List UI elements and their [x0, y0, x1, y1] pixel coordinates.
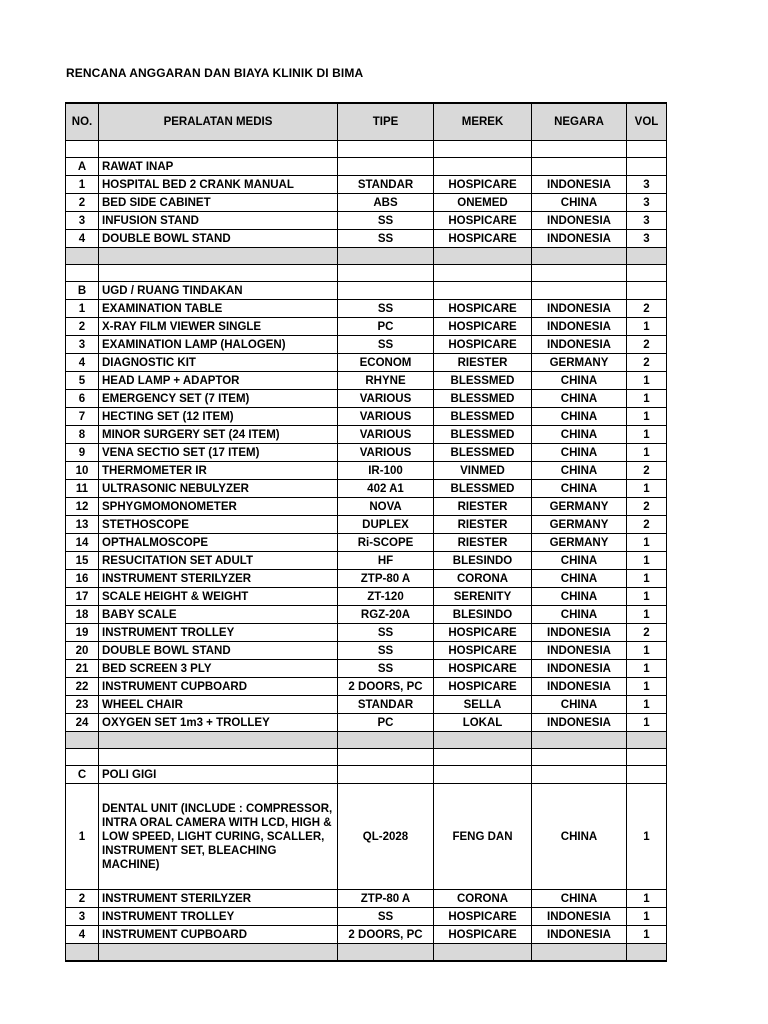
item-vol: 2: [627, 516, 667, 534]
item-merek: HOSPICARE: [434, 642, 532, 660]
item-vol: 1: [627, 678, 667, 696]
equipment-table: [65, 102, 667, 962]
item-negara: INDONESIA: [532, 660, 627, 678]
item-vol: 2: [627, 624, 667, 642]
item-negara: INDONESIA: [532, 926, 627, 944]
item-negara: CHINA: [532, 372, 627, 390]
item-name: X-RAY FILM VIEWER SINGLE: [99, 318, 338, 336]
empty-cell: [66, 732, 99, 749]
item-merek: HOSPICARE: [434, 336, 532, 354]
item-name: RESUCITATION SET ADULT: [99, 552, 338, 570]
item-negara: INDONESIA: [532, 642, 627, 660]
table-row: [66, 570, 667, 588]
item-name: THERMOMETER IR: [99, 462, 338, 480]
item-no: 7: [66, 408, 99, 426]
item-merek: BLESINDO: [434, 606, 532, 624]
item-name: INSTRUMENT CUPBOARD: [99, 678, 338, 696]
empty-cell: [338, 944, 434, 962]
table-row: [66, 784, 667, 890]
section-header-row: [66, 282, 667, 300]
table-row: [66, 408, 667, 426]
item-tipe: 2 DOORS, PC: [338, 678, 434, 696]
item-no: 2: [66, 318, 99, 336]
header-merek: MEREK: [434, 103, 532, 141]
item-name: HECTING SET (12 ITEM): [99, 408, 338, 426]
item-no: 20: [66, 642, 99, 660]
item-merek: HOSPICARE: [434, 300, 532, 318]
item-tipe: VARIOUS: [338, 426, 434, 444]
item-vol: 3: [627, 212, 667, 230]
item-no: 12: [66, 498, 99, 516]
item-merek: RIESTER: [434, 516, 532, 534]
item-no: 4: [66, 354, 99, 372]
item-name: WHEEL CHAIR: [99, 696, 338, 714]
item-merek: CORONA: [434, 570, 532, 588]
table-row: [66, 498, 667, 516]
item-merek: HOSPICARE: [434, 318, 532, 336]
item-no: 1: [66, 784, 99, 890]
item-name: BED SCREEN 3 PLY: [99, 660, 338, 678]
item-merek: RIESTER: [434, 498, 532, 516]
empty-cell: [99, 141, 338, 158]
empty-cell: [338, 141, 434, 158]
item-vol: 1: [627, 444, 667, 462]
item-negara: CHINA: [532, 890, 627, 908]
item-name: HOSPITAL BED 2 CRANK MANUAL: [99, 176, 338, 194]
item-name: INFUSION STAND: [99, 212, 338, 230]
table-row: [66, 926, 667, 944]
item-no: 3: [66, 908, 99, 926]
item-no: 11: [66, 480, 99, 498]
item-no: 6: [66, 390, 99, 408]
item-tipe: ECONOM: [338, 354, 434, 372]
item-no: 8: [66, 426, 99, 444]
item-merek: CORONA: [434, 890, 532, 908]
item-tipe: ZT-120: [338, 588, 434, 606]
item-name: MINOR SURGERY SET (24 ITEM): [99, 426, 338, 444]
blank-row: [66, 265, 667, 282]
item-tipe: RHYNE: [338, 372, 434, 390]
table-row: [66, 336, 667, 354]
item-merek: LOKAL: [434, 714, 532, 732]
item-tipe: 2 DOORS, PC: [338, 926, 434, 944]
header-vol: VOL: [627, 103, 667, 141]
item-vol: 1: [627, 570, 667, 588]
item-name: BABY SCALE: [99, 606, 338, 624]
header-negara: NEGARA: [532, 103, 627, 141]
item-vol: 1: [627, 926, 667, 944]
header-no: NO.: [66, 103, 99, 141]
item-negara: INDONESIA: [532, 176, 627, 194]
item-merek: VINMED: [434, 462, 532, 480]
empty-cell: [66, 944, 99, 962]
item-name: OXYGEN SET 1m3 + TROLLEY: [99, 714, 338, 732]
item-name: EXAMINATION LAMP (HALOGEN): [99, 336, 338, 354]
item-tipe: NOVA: [338, 498, 434, 516]
empty-cell: [66, 141, 99, 158]
item-tipe: SS: [338, 624, 434, 642]
item-no: 13: [66, 516, 99, 534]
item-merek: BLESSMED: [434, 480, 532, 498]
item-merek: HOSPICARE: [434, 230, 532, 248]
item-vol: 2: [627, 336, 667, 354]
empty-cell: [532, 265, 627, 282]
empty-cell: [532, 766, 627, 784]
table-row: [66, 444, 667, 462]
item-negara: GERMANY: [532, 498, 627, 516]
table-row: [66, 426, 667, 444]
item-merek: HOSPICARE: [434, 926, 532, 944]
empty-cell: [434, 732, 532, 749]
item-tipe: ABS: [338, 194, 434, 212]
empty-cell: [99, 749, 338, 766]
table-row: [66, 714, 667, 732]
item-negara: CHINA: [532, 480, 627, 498]
empty-cell: [338, 749, 434, 766]
table-body: [66, 141, 667, 962]
item-vol: 1: [627, 534, 667, 552]
empty-cell: [434, 248, 532, 265]
table-row: [66, 588, 667, 606]
blank-row: [66, 749, 667, 766]
empty-cell: [532, 248, 627, 265]
item-vol: 1: [627, 588, 667, 606]
item-vol: 1: [627, 318, 667, 336]
empty-cell: [627, 158, 667, 176]
empty-cell: [99, 248, 338, 265]
item-negara: CHINA: [532, 784, 627, 890]
item-no: 4: [66, 926, 99, 944]
item-vol: 3: [627, 194, 667, 212]
table-row: [66, 624, 667, 642]
item-no: 1: [66, 300, 99, 318]
section-header-row: [66, 158, 667, 176]
item-negara: CHINA: [532, 552, 627, 570]
table-row: [66, 462, 667, 480]
item-name: OPTHALMOSCOPE: [99, 534, 338, 552]
table-row: [66, 390, 667, 408]
item-no: 24: [66, 714, 99, 732]
header-peralatan-medis: PERALATAN MEDIS: [99, 103, 338, 141]
table-row: [66, 606, 667, 624]
item-tipe: SS: [338, 660, 434, 678]
section-code: C: [66, 766, 99, 784]
empty-cell: [532, 732, 627, 749]
item-tipe: SS: [338, 908, 434, 926]
item-merek: HOSPICARE: [434, 624, 532, 642]
table-row: [66, 908, 667, 926]
item-tipe: SS: [338, 642, 434, 660]
item-vol: 3: [627, 230, 667, 248]
header-tipe: TIPE: [338, 103, 434, 141]
item-negara: CHINA: [532, 444, 627, 462]
item-merek: BLESSMED: [434, 372, 532, 390]
item-negara: GERMANY: [532, 516, 627, 534]
empty-cell: [532, 282, 627, 300]
table-row: [66, 660, 667, 678]
table-row: [66, 176, 667, 194]
item-vol: 1: [627, 390, 667, 408]
item-vol: 3: [627, 176, 667, 194]
section-code: B: [66, 282, 99, 300]
item-negara: CHINA: [532, 408, 627, 426]
empty-cell: [434, 282, 532, 300]
item-name: INSTRUMENT STERILYZER: [99, 890, 338, 908]
item-no: 18: [66, 606, 99, 624]
item-merek: ONEMED: [434, 194, 532, 212]
item-negara: CHINA: [532, 606, 627, 624]
item-name: INSTRUMENT TROLLEY: [99, 624, 338, 642]
separator-row: [66, 248, 667, 265]
empty-cell: [434, 766, 532, 784]
table-row: [66, 212, 667, 230]
item-tipe: STANDAR: [338, 696, 434, 714]
item-tipe: VARIOUS: [338, 390, 434, 408]
item-tipe: SS: [338, 212, 434, 230]
empty-cell: [434, 141, 532, 158]
item-negara: INDONESIA: [532, 212, 627, 230]
item-no: 2: [66, 194, 99, 212]
item-no: 15: [66, 552, 99, 570]
item-name: SPHYGMOMONOMETER: [99, 498, 338, 516]
item-vol: 1: [627, 642, 667, 660]
item-negara: INDONESIA: [532, 318, 627, 336]
item-no: 19: [66, 624, 99, 642]
item-tipe: SS: [338, 336, 434, 354]
item-negara: INDONESIA: [532, 300, 627, 318]
table-row: [66, 552, 667, 570]
item-tipe: RGZ-20A: [338, 606, 434, 624]
item-name: STETHOSCOPE: [99, 516, 338, 534]
table-row: [66, 890, 667, 908]
table-header-row: [66, 103, 667, 141]
item-merek: HOSPICARE: [434, 660, 532, 678]
item-tipe: DUPLEX: [338, 516, 434, 534]
item-vol: 1: [627, 606, 667, 624]
item-no: 5: [66, 372, 99, 390]
empty-cell: [66, 749, 99, 766]
table-row: [66, 230, 667, 248]
item-tipe: VARIOUS: [338, 408, 434, 426]
item-vol: 1: [627, 552, 667, 570]
empty-cell: [627, 749, 667, 766]
empty-cell: [627, 766, 667, 784]
item-vol: 1: [627, 372, 667, 390]
item-negara: CHINA: [532, 194, 627, 212]
item-vol: 1: [627, 714, 667, 732]
table-row: [66, 534, 667, 552]
empty-cell: [434, 158, 532, 176]
blank-row: [66, 141, 667, 158]
item-negara: CHINA: [532, 588, 627, 606]
item-vol: 1: [627, 784, 667, 890]
item-vol: 1: [627, 426, 667, 444]
empty-cell: [338, 248, 434, 265]
item-tipe: STANDAR: [338, 176, 434, 194]
item-no: 4: [66, 230, 99, 248]
table-row: [66, 318, 667, 336]
empty-cell: [434, 944, 532, 962]
item-name: INSTRUMENT TROLLEY: [99, 908, 338, 926]
empty-cell: [532, 158, 627, 176]
empty-cell: [627, 265, 667, 282]
item-no: 23: [66, 696, 99, 714]
item-merek: SELLA: [434, 696, 532, 714]
empty-cell: [434, 749, 532, 766]
item-negara: CHINA: [532, 570, 627, 588]
empty-cell: [99, 944, 338, 962]
empty-cell: [338, 766, 434, 784]
item-no: 17: [66, 588, 99, 606]
section-name: POLI GIGI: [99, 766, 338, 784]
item-vol: 1: [627, 696, 667, 714]
item-no: 16: [66, 570, 99, 588]
empty-cell: [627, 141, 667, 158]
empty-cell: [338, 158, 434, 176]
item-name: VENA SECTIO SET (17 ITEM): [99, 444, 338, 462]
item-merek: HOSPICARE: [434, 678, 532, 696]
item-name: DENTAL UNIT (INCLUDE : COMPRESSOR, INTRA ORAL CAMERA WITH LCD, HIGH & LOW SPEED, LIGHT CURING, SCALLER, INSTRUMENT SET, BLEACHING MACHINE): [99, 784, 338, 890]
section-code: A: [66, 158, 99, 176]
empty-cell: [66, 265, 99, 282]
item-negara: GERMANY: [532, 354, 627, 372]
item-name: ULTRASONIC NEBULYZER: [99, 480, 338, 498]
table-row: [66, 696, 667, 714]
item-vol: 2: [627, 462, 667, 480]
item-tipe: SS: [338, 230, 434, 248]
item-vol: 1: [627, 480, 667, 498]
item-name: EMERGENCY SET (7 ITEM): [99, 390, 338, 408]
table-row: [66, 354, 667, 372]
empty-cell: [627, 282, 667, 300]
empty-cell: [66, 248, 99, 265]
document-title: RENCANA ANGGARAN DAN BIAYA KLINIK DI BIMA: [66, 66, 364, 80]
item-tipe: VARIOUS: [338, 444, 434, 462]
empty-cell: [434, 265, 532, 282]
table-row: [66, 194, 667, 212]
separator-row: [66, 732, 667, 749]
item-tipe: SS: [338, 300, 434, 318]
item-no: 21: [66, 660, 99, 678]
item-negara: INDONESIA: [532, 678, 627, 696]
item-tipe: 402 A1: [338, 480, 434, 498]
item-merek: SERENITY: [434, 588, 532, 606]
item-name: SCALE HEIGHT & WEIGHT: [99, 588, 338, 606]
item-negara: CHINA: [532, 390, 627, 408]
table-row: [66, 300, 667, 318]
item-no: 9: [66, 444, 99, 462]
item-merek: HOSPICARE: [434, 176, 532, 194]
empty-cell: [99, 265, 338, 282]
item-merek: BLESSMED: [434, 426, 532, 444]
item-merek: HOSPICARE: [434, 908, 532, 926]
item-tipe: ZTP-80 A: [338, 890, 434, 908]
item-name: HEAD LAMP + ADAPTOR: [99, 372, 338, 390]
item-vol: 2: [627, 300, 667, 318]
item-name: INSTRUMENT STERILYZER: [99, 570, 338, 588]
item-tipe: ZTP-80 A: [338, 570, 434, 588]
item-negara: INDONESIA: [532, 908, 627, 926]
item-name: DIAGNOSTIC KIT: [99, 354, 338, 372]
section-name: RAWAT INAP: [99, 158, 338, 176]
separator-row: [66, 944, 667, 962]
item-vol: 1: [627, 660, 667, 678]
table-row: [66, 642, 667, 660]
empty-cell: [627, 248, 667, 265]
empty-cell: [532, 944, 627, 962]
item-no: 14: [66, 534, 99, 552]
empty-cell: [99, 732, 338, 749]
item-merek: RIESTER: [434, 354, 532, 372]
item-merek: RIESTER: [434, 534, 532, 552]
item-tipe: Ri-SCOPE: [338, 534, 434, 552]
item-vol: 1: [627, 890, 667, 908]
item-negara: INDONESIA: [532, 714, 627, 732]
empty-cell: [532, 749, 627, 766]
item-name: BED SIDE CABINET: [99, 194, 338, 212]
item-vol: 2: [627, 354, 667, 372]
item-negara: CHINA: [532, 696, 627, 714]
item-vol: 1: [627, 908, 667, 926]
section-name: UGD / RUANG TINDAKAN: [99, 282, 338, 300]
item-name: EXAMINATION TABLE: [99, 300, 338, 318]
empty-cell: [532, 141, 627, 158]
item-merek: FENG DAN: [434, 784, 532, 890]
item-name: DOUBLE BOWL STAND: [99, 642, 338, 660]
item-name: DOUBLE BOWL STAND: [99, 230, 338, 248]
item-merek: BLESSMED: [434, 444, 532, 462]
item-no: 3: [66, 336, 99, 354]
item-no: 22: [66, 678, 99, 696]
item-merek: HOSPICARE: [434, 212, 532, 230]
item-vol: 2: [627, 498, 667, 516]
item-no: 10: [66, 462, 99, 480]
item-tipe: QL-2028: [338, 784, 434, 890]
item-tipe: PC: [338, 318, 434, 336]
empty-cell: [627, 944, 667, 962]
table-row: [66, 372, 667, 390]
empty-cell: [338, 265, 434, 282]
empty-cell: [627, 732, 667, 749]
item-vol: 1: [627, 408, 667, 426]
item-negara: GERMANY: [532, 534, 627, 552]
item-tipe: PC: [338, 714, 434, 732]
item-tipe: HF: [338, 552, 434, 570]
item-negara: INDONESIA: [532, 230, 627, 248]
item-no: 3: [66, 212, 99, 230]
item-negara: CHINA: [532, 462, 627, 480]
item-negara: CHINA: [532, 426, 627, 444]
item-no: 2: [66, 890, 99, 908]
item-merek: BLESSMED: [434, 408, 532, 426]
empty-cell: [338, 732, 434, 749]
item-tipe: IR-100: [338, 462, 434, 480]
item-no: 1: [66, 176, 99, 194]
item-negara: INDONESIA: [532, 336, 627, 354]
table-row: [66, 480, 667, 498]
item-name: INSTRUMENT CUPBOARD: [99, 926, 338, 944]
item-merek: BLESSMED: [434, 390, 532, 408]
table-row: [66, 678, 667, 696]
section-header-row: [66, 766, 667, 784]
empty-cell: [338, 282, 434, 300]
item-negara: INDONESIA: [532, 624, 627, 642]
item-merek: BLESINDO: [434, 552, 532, 570]
table-row: [66, 516, 667, 534]
